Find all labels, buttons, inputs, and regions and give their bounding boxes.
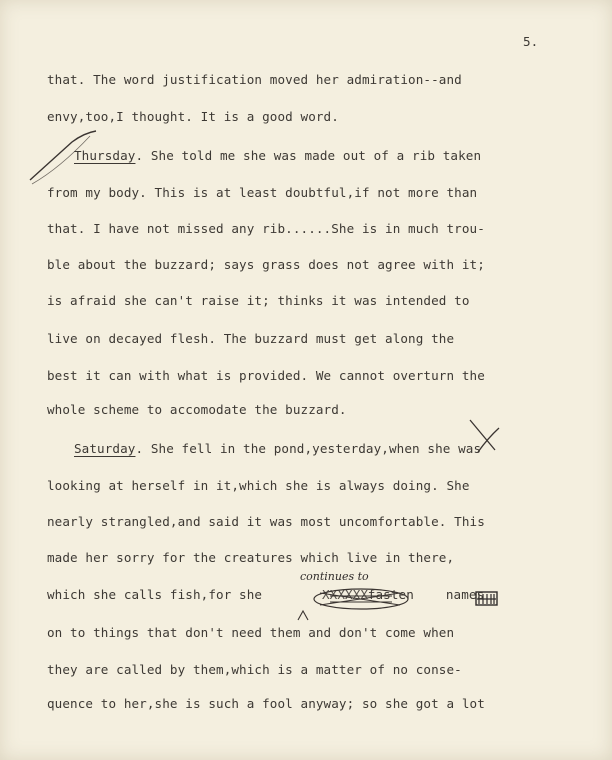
typed-line: live on decayed flesh. The buzzard must get along the [47, 331, 455, 346]
page-number: 5. [523, 34, 539, 49]
typed-line: Saturday. She fell in the pond,yesterday,when she was [74, 441, 482, 456]
typed-line: best it can with what is provided. We cannot overturn the [47, 368, 485, 383]
typed-line: they are called by them,which is a matter of no conse- [47, 662, 462, 677]
typed-line: that. The word justification moved her admiration--and [47, 72, 462, 87]
typed-line: that. I have not missed any rib......She is in much trou- [47, 221, 485, 236]
typed-line: on to things that don't need them and don't come when [47, 625, 455, 640]
typed-line: envy,too,I thought. It is a good word. [47, 109, 339, 124]
typed-line: made her sorry for the creatures which live in there, [47, 550, 455, 565]
typed-line: is afraid she can't raise it; thinks it was intended to [47, 293, 470, 308]
handwritten-insertion: continues to [300, 570, 369, 583]
typed-line: nearly strangled,and said it was most uncomfortable. This [47, 514, 485, 529]
typed-line: quence to her,she is such a fool anyway; so she got a lot [47, 696, 485, 711]
struck-word: XXXXXX [322, 587, 369, 602]
typed-line: which she calls fish,for she fasten names [47, 587, 485, 602]
typed-line: whole scheme to accomodate the buzzard. [47, 402, 347, 417]
typed-line: from my body. This is at least doubtful,if not more than [47, 185, 478, 200]
insertion-caret [298, 611, 308, 620]
day-heading: Saturday [74, 441, 136, 456]
typed-line: looking at herself in it,which she is always doing. She [47, 478, 470, 493]
typed-line: ble about the buzzard; says grass does not agree with it; [47, 257, 485, 272]
typed-line: Thursday. She told me she was made out of a rib taken [74, 148, 482, 163]
day-heading: Thursday [74, 148, 136, 163]
